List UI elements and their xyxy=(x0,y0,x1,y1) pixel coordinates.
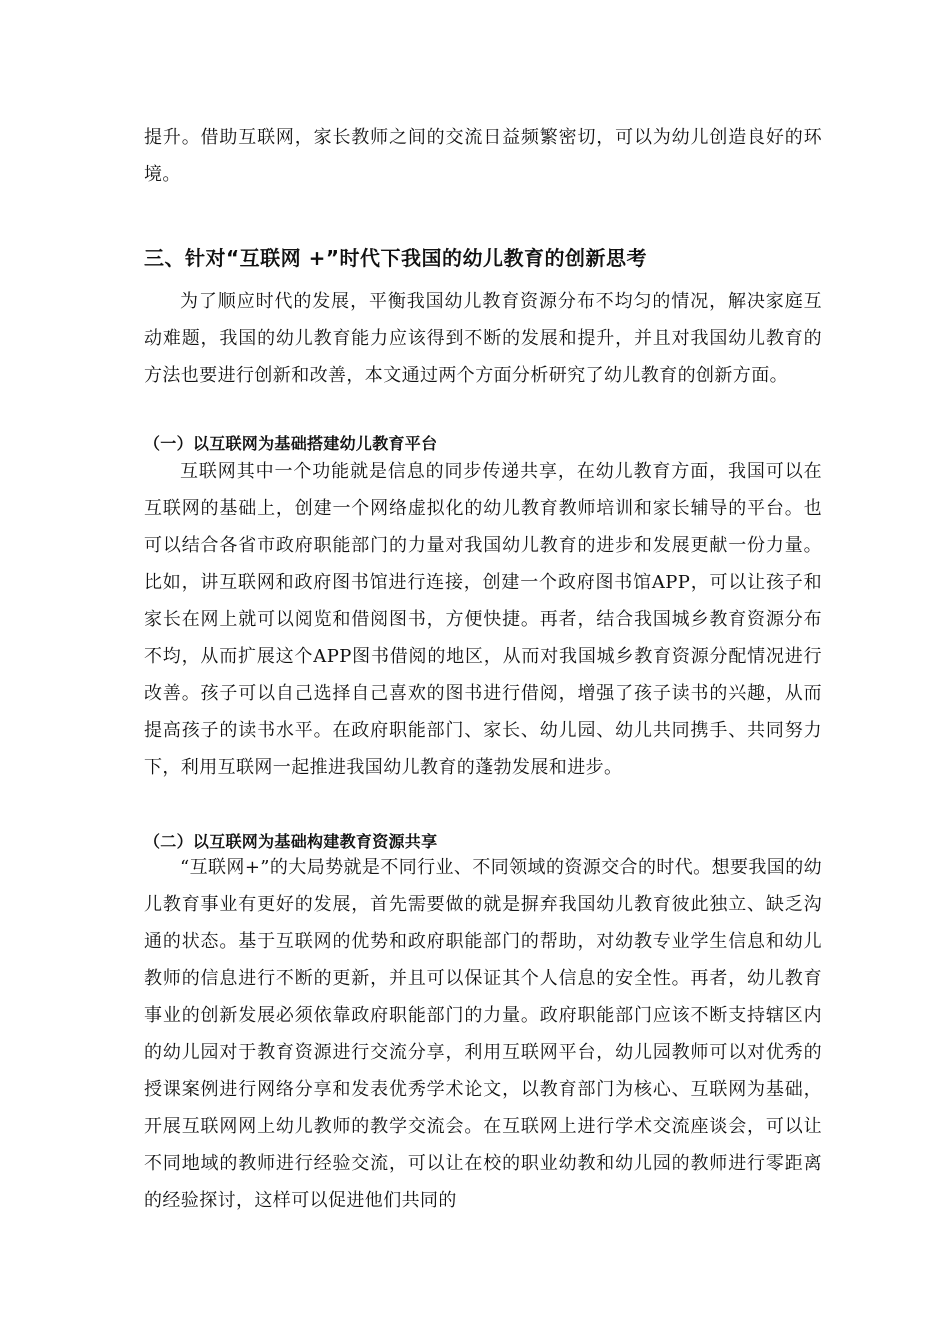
intro-paragraph: 提升。借助互联网，家长教师之间的交流日益频繁密切，可以为幼儿创造良好的环境。 xyxy=(144,127,822,185)
subsection-1-paragraph: 互联网其中一个功能就是信息的同步传递共享，在幼儿教育方面，我国可以在互联网的基础上，创建一个网络虚拟化的幼儿教育教师培训和家长辅导的平台。也可以结合各省市政府职能部门的力量对我国幼儿教育的进步和发展更献一份力量。比如，讲互联网和政府图书馆进行连接，创建一个政府图书馆APP，可以让孩子和家长在网上就可以阅览和借阅图书，方便快捷。再者，结合我国城乡教育资源分布不均，从而扩展这个APP图书借阅的地区，从而对我国城乡教育资源分配情况进行改善。孩子可以自己选择自己喜欢的图书进行借阅，增强了孩子读书的兴趣，从而提高孩子的读书水平。在政府职能部门、家长、幼儿园、幼儿共同携手、共同努力下，利用互联网一起推进我国幼儿教育的蓬勃发展和进步。 xyxy=(144,461,822,778)
subsection-2-heading: （二）以互联网为基础构建教育资源共享 xyxy=(144,832,438,851)
subsection-2-paragraph: “互联网+”的大局势就是不同行业、不同领域的资源交合的时代。想要我国的幼儿教育事业有更好的发展，首先需要做的就是摒弃我国幼儿教育彼此独立、缺乏沟通的状态。基于互联网的优势和政府职能部门的帮助，对幼教专业学生信息和幼儿教师的信息进行不断的更新，并且可以保证其个人信息的安全性。再者，幼儿教育事业的创新发展必须依靠政府职能部门的力量。政府职能部门应该不断支持辖区内的幼儿园对于教育资源进行交流分享，利用互联网平台，幼儿园教师可以对优秀的授课案例进行网络分享和发表优秀学术论文，以教育部门为核心、互联网为基础，开展互联网网上幼儿教师的教学交流会。在互联网上进行学术交流座谈会，可以让不同地域的教师进行经验交流，可以让在校的职业幼教和幼儿园的教师进行零距离的经验探讨，这样可以促进他们共同的 xyxy=(144,857,822,1211)
subsection-1-heading: （一）以互联网为基础搭建幼儿教育平台 xyxy=(144,434,438,453)
section-3-heading: 三、针对“互联网 +”时代下我国的幼儿教育的创新思考 xyxy=(144,246,648,270)
section-3-paragraph: 为了顺应时代的发展，平衡我国幼儿教育资源分布不均匀的情况，解决家庭互动难题，我国的幼儿教育能力应该得到不断的发展和提升，并且对我国幼儿教育的方法也要进行创新和改善，本文通过两个方面分析研究了幼儿教育的创新方面。 xyxy=(144,291,822,386)
